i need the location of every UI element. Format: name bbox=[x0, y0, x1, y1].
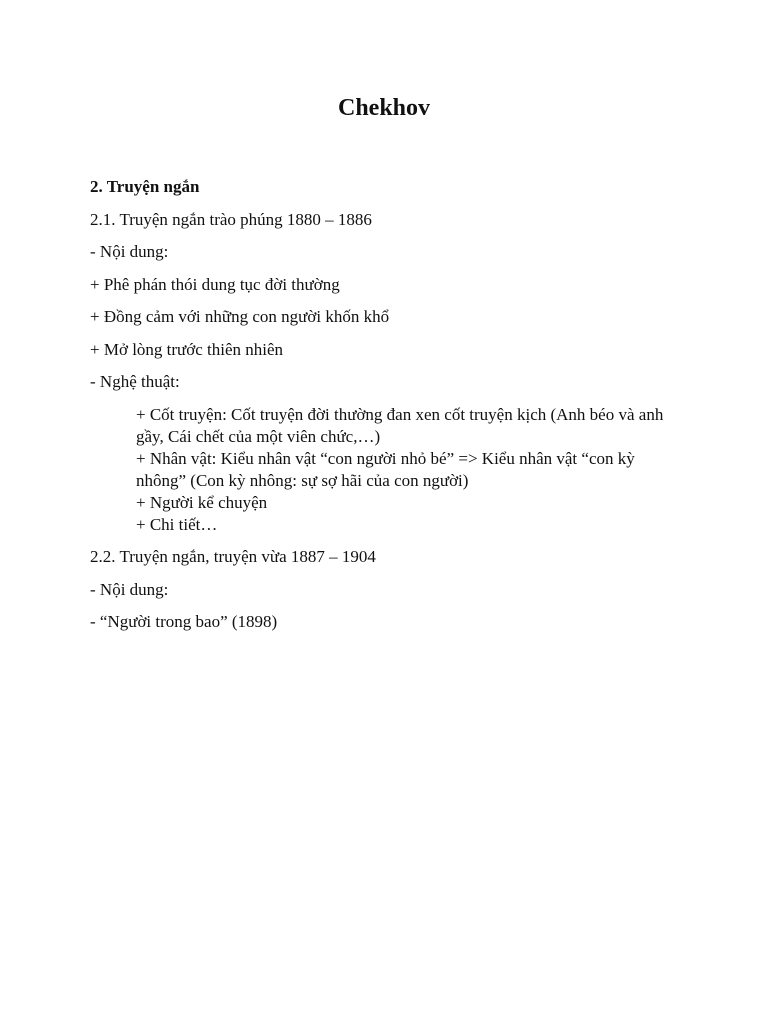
content-label: - Nội dung: bbox=[90, 242, 169, 261]
list-item: + Chi tiết… bbox=[136, 514, 218, 534]
subsection-heading-2-2: 2.2. Truyện ngắn, truyện vừa 1887 – 1904 bbox=[90, 547, 376, 566]
list-item: + Cốt truyện: Cốt truyện đời thường đan xen cốt truyện kịch (Anh béo và anh gầy, Cái chết của một viên chức,…) bbox=[136, 404, 664, 446]
document-body bbox=[90, 176, 670, 644]
section-heading: 2. Truyện ngắn bbox=[90, 177, 200, 196]
list-item: + Đồng cảm với những con người khốn khổ bbox=[90, 307, 390, 326]
list-item: + Mở lòng trước thiên nhiên bbox=[90, 339, 284, 359]
list-item: - “Người trong bao” (1898) bbox=[90, 612, 278, 631]
content-label: - Nội dung: bbox=[90, 579, 169, 599]
subsection-heading-2-1: 2.1. Truyện ngắn trào phúng 1880 – 1886 bbox=[90, 209, 372, 229]
list-item: + Phê phán thói dung tục đời thường bbox=[90, 274, 340, 294]
art-items-block bbox=[136, 404, 666, 536]
list-item: + Người kể chuyện bbox=[136, 492, 268, 512]
art-label: - Nghệ thuật: bbox=[90, 372, 180, 391]
list-item: + Nhân vật: Kiểu nhân vật “con người nhỏ bé” => Kiểu nhân vật “con kỳ nhông” (Con kỳ nhông: sự sợ hãi của con người) bbox=[136, 448, 635, 490]
document-title: Chekhov bbox=[337, 95, 431, 121]
